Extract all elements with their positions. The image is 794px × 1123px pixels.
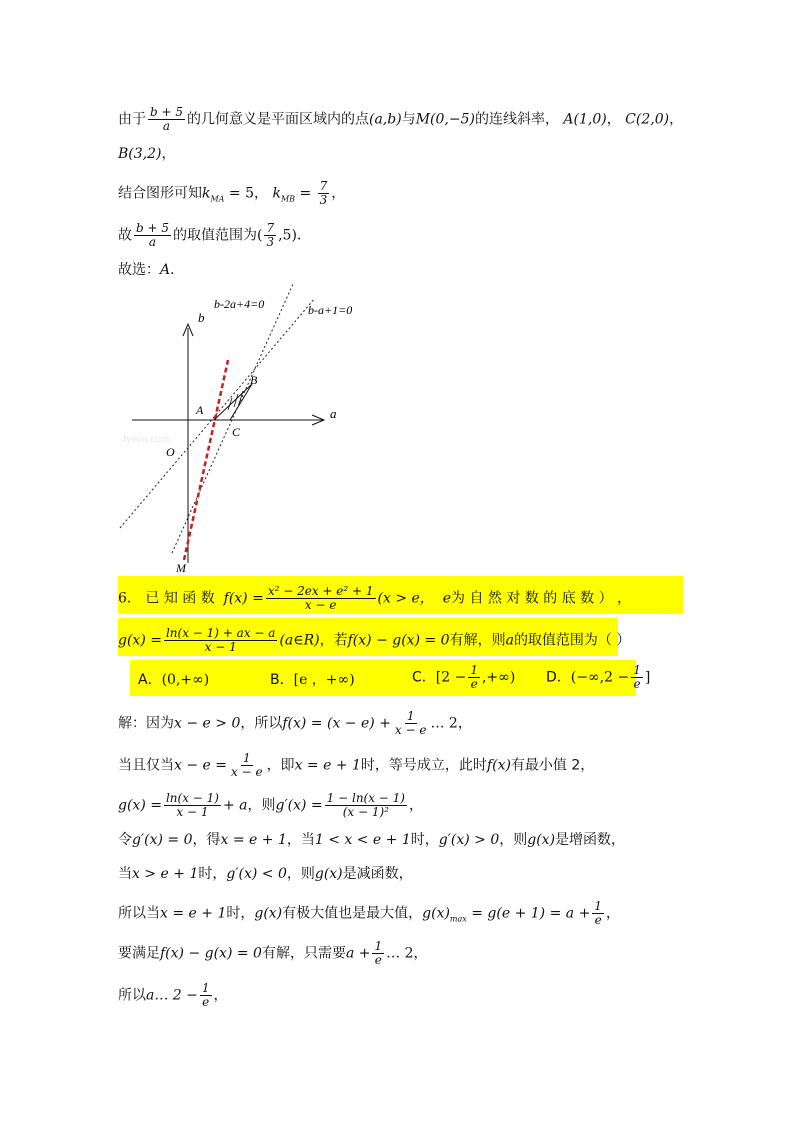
text: 的取值范围为（ ） — [513, 632, 631, 649]
text: 为 自 然 对 数 的 底 数 ） ， — [451, 590, 632, 607]
text: ， — [161, 146, 176, 162]
numerator: 7 — [319, 179, 328, 193]
text-line-3 — [118, 180, 345, 210]
denominator: e — [374, 953, 382, 967]
text: 当且仅当 — [118, 757, 174, 774]
text: 故选： — [118, 262, 160, 278]
text: ． — [170, 262, 185, 278]
numerator: x² − 2ex + e² + 1 — [267, 584, 374, 598]
text: ，即 — [266, 757, 295, 774]
text: ，当 — [286, 832, 315, 848]
line-red-MB — [184, 360, 228, 560]
solution-line-2 — [118, 752, 594, 779]
text: ， — [331, 185, 346, 202]
math: … 2， — [430, 715, 472, 732]
math: (a,b) — [369, 111, 402, 128]
math: A(1,0) — [563, 111, 607, 128]
text-line-4 — [118, 222, 311, 249]
text: 所以当 — [118, 905, 160, 922]
fraction — [325, 792, 407, 819]
numerator: 1 — [374, 939, 383, 953]
solution-line-4 — [118, 830, 625, 850]
numerator: 1 — [633, 663, 641, 677]
text: 的几何意义是平面区域内的点 — [187, 111, 369, 128]
math: = g(e + 1) = a + — [466, 905, 591, 922]
subscript: MA — [210, 194, 225, 204]
option-label: A． — [138, 672, 162, 688]
text: ， — [213, 987, 228, 1004]
math: a + — [345, 945, 371, 962]
option-text: [2 − — [435, 669, 467, 686]
label-line-1: b-2a+4=0 — [214, 297, 265, 311]
text: ，则 — [247, 797, 276, 814]
text: 与 — [401, 111, 416, 128]
math: e — [442, 590, 451, 607]
text: 有最小值 2， — [510, 757, 595, 774]
fraction — [134, 222, 171, 249]
text: 结合图形可知 — [118, 185, 202, 202]
coordinate-figure — [110, 278, 370, 578]
text: ，若 — [319, 632, 348, 649]
math: g(x) — [527, 832, 556, 848]
math: g′(x) < 0 — [226, 866, 287, 882]
denominator: a — [148, 235, 157, 249]
math: C(2,0) — [625, 111, 670, 128]
math: g′(x) > 0 — [438, 832, 500, 848]
option-text: [e ，+∞) — [293, 672, 355, 688]
math: g(x) = — [118, 632, 162, 649]
fraction — [229, 752, 265, 779]
text: ，得 — [192, 832, 221, 848]
denominator: 3 — [319, 193, 328, 207]
math: f(x) — [486, 757, 511, 774]
text-line-2 — [118, 144, 175, 164]
math: g′(x) = 0 — [132, 832, 193, 848]
text: ， — [409, 797, 423, 814]
option-text: ,+∞) — [481, 669, 516, 686]
fraction — [592, 900, 604, 927]
math: x = e + 1 — [220, 832, 287, 848]
math: k — [202, 185, 211, 202]
math: a — [505, 632, 514, 649]
math: (x > e， — [377, 590, 434, 607]
text: 时， — [198, 866, 227, 882]
option-a[interactable] — [138, 669, 209, 689]
text: 要满足 — [118, 945, 160, 962]
option-label: B． — [270, 672, 294, 688]
math: … 2， — [386, 945, 428, 962]
math: k — [272, 185, 281, 202]
fraction — [200, 982, 212, 1009]
question-number: 6 — [118, 590, 127, 607]
option-label: D． — [546, 669, 571, 686]
text: ，则 — [286, 866, 315, 882]
math: f(x) − g(x) = 0 — [160, 945, 262, 962]
text: 故 — [118, 227, 132, 244]
denominator: e — [202, 995, 210, 1009]
math: f(x) = (x − e) + — [282, 715, 391, 732]
fraction — [318, 180, 330, 207]
math: g(x) — [422, 905, 450, 922]
denominator: (x − 1)² — [342, 805, 389, 819]
denominator: x − e — [231, 765, 263, 779]
text: 时， — [226, 905, 255, 922]
solution-line-7 — [118, 940, 427, 967]
numerator: b + 5 — [136, 221, 169, 235]
fraction — [468, 664, 480, 691]
text: ， — [669, 111, 684, 128]
answer: A — [160, 262, 171, 278]
math: f(x) = — [223, 590, 264, 607]
fraction — [164, 627, 277, 654]
text: 当 — [118, 866, 132, 882]
denominator: e — [633, 677, 641, 691]
text: ，则 — [499, 832, 528, 848]
subscript: MB — [280, 194, 296, 204]
text: 有解，则 — [449, 632, 506, 649]
denominator: e — [470, 677, 478, 691]
fraction — [393, 710, 429, 737]
numerator: 1 — [242, 751, 251, 765]
label-point-B: B — [250, 373, 258, 387]
label-point-M: M — [176, 561, 186, 575]
text: 的取值范围为 — [173, 227, 257, 244]
math: a… 2 − — [146, 987, 198, 1004]
fraction — [148, 106, 185, 133]
numerator: 1 − ln(x − 1) — [326, 791, 405, 805]
option-label: C． — [412, 669, 436, 686]
line-b-a-1 — [120, 298, 315, 528]
math: + a — [222, 797, 248, 814]
label-axis-a: a — [330, 406, 337, 421]
fraction — [631, 664, 643, 691]
text: ， — [605, 905, 620, 922]
fraction — [372, 940, 384, 967]
math: g(x) = — [118, 797, 162, 814]
solution-line-3 — [118, 792, 423, 819]
line-b-2a-4 — [172, 284, 293, 553]
math: x > e + 1 — [132, 866, 199, 882]
text-line-1: 由于 $\frac{b + 5}{a}$ 的几何意义是平面区域内的点(a,b)与M(0,−5)的连线斜率， A(1,0)， C(2,0)， — [118, 105, 684, 133]
math: (a∈R) — [279, 632, 320, 649]
text: 所以 — [118, 987, 146, 1004]
math: x = e + 1 — [160, 905, 227, 922]
watermark-text: Jyeoo.com — [122, 433, 170, 445]
solution-line-1 — [118, 710, 472, 737]
math: = 5， — [224, 185, 268, 202]
math: B(3,2) — [118, 146, 162, 162]
denominator: 3 — [266, 235, 275, 249]
denominator: e — [594, 913, 602, 927]
solution-line-5 — [118, 864, 413, 884]
math: x − e = — [174, 757, 227, 774]
option-text: (−∞,2 − — [570, 669, 630, 686]
numerator: 1 — [201, 981, 210, 995]
question-line-2 — [118, 627, 630, 654]
text: 时，等号成立，此时 — [360, 757, 487, 774]
numerator: b + 5 — [150, 105, 183, 119]
fraction — [266, 585, 376, 612]
text: 时， — [410, 832, 439, 848]
option-text: (0,+∞) — [161, 672, 210, 688]
text: 的连线斜率， — [474, 111, 559, 128]
math: x = e + 1 — [294, 757, 361, 774]
label-point-A: A — [196, 403, 204, 417]
math: g(x) — [254, 905, 283, 922]
math: M(0,−5) — [415, 111, 475, 128]
text: ，所以 — [240, 715, 283, 732]
text: 有解，只需要 — [261, 945, 346, 962]
question-line-1 — [118, 585, 631, 612]
math: ,5) — [278, 227, 297, 244]
option-b[interactable] — [270, 669, 355, 689]
math: f(x) − g(x) = 0 — [347, 632, 450, 649]
denominator: x − e — [394, 723, 427, 737]
text: 有极大值也是最大值， — [282, 905, 423, 922]
label-point-O: O — [166, 445, 175, 459]
text: 是减函数， — [342, 866, 413, 882]
math: 1 < x < e + 1 — [314, 832, 411, 848]
text: ． 已 知 函 数 — [126, 590, 215, 607]
text: 解：因为 — [118, 715, 174, 732]
subscript: max — [449, 914, 467, 924]
solution-line-8 — [118, 982, 228, 1009]
math: g(x) — [314, 866, 343, 882]
numerator: 1 — [470, 663, 478, 677]
fraction — [164, 792, 221, 819]
option-c[interactable] — [412, 664, 515, 691]
solution-line-6 — [118, 900, 620, 930]
numerator: 1 — [406, 709, 415, 723]
text: 令 — [118, 832, 132, 848]
label-axis-b: b — [198, 310, 205, 325]
text: ． — [296, 227, 311, 244]
text: 由于 — [118, 111, 146, 128]
option-d[interactable] — [546, 664, 650, 691]
denominator: a — [162, 119, 171, 133]
denominator: x − 1 — [176, 805, 209, 819]
denominator: x − 1 — [204, 640, 237, 654]
math: g′(x) = — [275, 797, 323, 814]
numerator: ln(x − 1) — [165, 791, 219, 805]
numerator: 1 — [594, 899, 602, 913]
math: = — [295, 185, 316, 202]
math: x − e > 0 — [174, 715, 241, 732]
math: ( — [257, 227, 263, 244]
label-point-C: C — [232, 425, 241, 439]
text: 是增函数， — [555, 832, 626, 848]
numerator: ln(x − 1) + ax − a — [165, 626, 276, 640]
numerator: 7 — [266, 221, 275, 235]
option-text: ] — [644, 669, 651, 686]
label-line-2: b-a+1=0 — [308, 303, 353, 317]
text-line-5 — [118, 260, 184, 280]
fraction — [264, 222, 276, 249]
denominator: x − e — [304, 598, 337, 612]
